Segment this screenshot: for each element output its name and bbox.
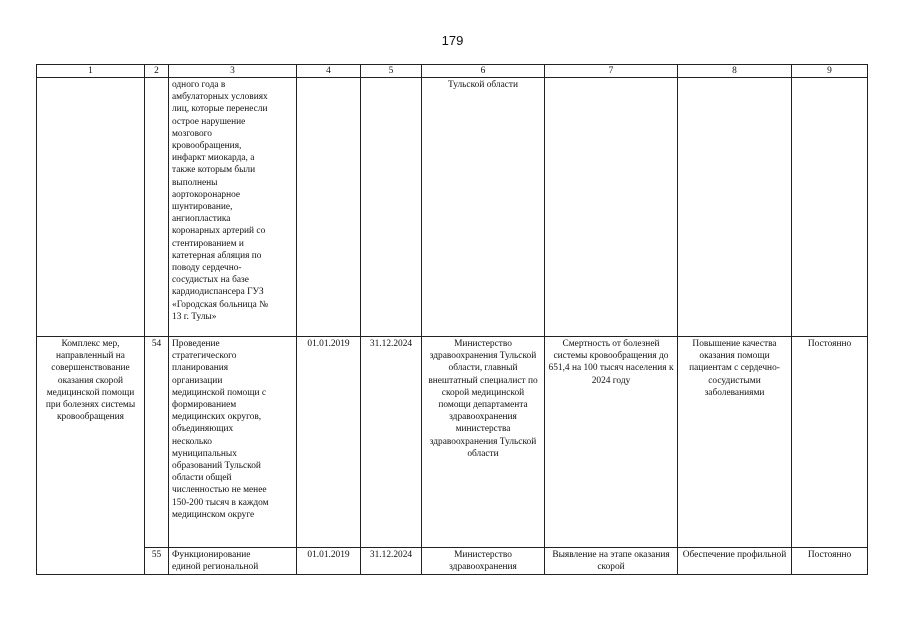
- table-cell: [361, 78, 422, 337]
- measure-group-cell: Комплекс мер, направленный на совершенствование оказания скорой медицинской помощи при болезнях системы кровообращения: [37, 337, 145, 575]
- header-cell: 1: [37, 65, 145, 78]
- header-cell: 4: [297, 65, 361, 78]
- frequency-cell: Постоянно: [792, 337, 868, 548]
- result-cell: Повышение качества оказания помощи пациентам с сердечно-сосудистыми заболеваниями: [678, 337, 792, 548]
- header-cell: 5: [361, 65, 422, 78]
- row-number: 55: [145, 548, 169, 575]
- responsible-cell: Министерство здравоохранения Тульской области, главный внештатный специалист по скорой медицинской помощи департамента здравоохранения министерства здравоохранения Тульской области: [422, 337, 545, 548]
- header-cell: 3: [169, 65, 297, 78]
- end-date: 31.12.2024: [361, 548, 422, 575]
- header-cell: 7: [545, 65, 678, 78]
- row-number: 54: [145, 337, 169, 548]
- page-number: 179: [441, 33, 464, 48]
- table-cell: [545, 78, 678, 337]
- header-row: [37, 65, 868, 78]
- table-cell: [297, 78, 361, 337]
- result-cell: Обеспечение профильной: [678, 548, 792, 575]
- responsible-cell: Тульской области: [422, 78, 545, 337]
- table-cell: [678, 78, 792, 337]
- measure-description: Проведение стратегического планирования организации медицинской помощи с формированием медицинских округов, объединяющих несколько муниципальных образований Тульской области общей численностью не менее 150-200 тысяч в каждом медицинском округе: [169, 337, 297, 548]
- table-cell: [145, 78, 169, 337]
- header-cell: 2: [145, 65, 169, 78]
- header-cell: 9: [792, 65, 868, 78]
- responsible-cell: Министерство здравоохранения: [422, 548, 545, 575]
- measure-description: Функционирование единой региональной: [169, 548, 297, 575]
- indicator-cell: Смертность от болезней системы кровообращения до 651,4 на 100 тысяч населения к 2024 году: [545, 337, 678, 548]
- frequency-cell: Постоянно: [792, 548, 868, 575]
- table-row-55: [37, 548, 868, 575]
- header-cell: 8: [678, 65, 792, 78]
- start-date: 01.01.2019: [297, 548, 361, 575]
- measure-description: одного года в амбулаторных условиях лиц, которые перенесли острое нарушение мозгового кровообращения, инфаркт миокарда, а также которым были выполнены аортокоронарное шунтирование, ангиопластика коронарных артерий со стентированием и катетерная абляция по поводу сердечно- сосудистых на базе кардиодиспансера ГУЗ «Городская больница № 13 г. Тулы»: [169, 78, 297, 337]
- table-row-54: [37, 337, 868, 548]
- table-row-continuation: [37, 78, 868, 337]
- end-date: 31.12.2024: [361, 337, 422, 548]
- table-cell: [37, 78, 145, 337]
- start-date: 01.01.2019: [297, 337, 361, 548]
- plan-table: [36, 64, 868, 575]
- header-cell: 6: [422, 65, 545, 78]
- indicator-cell: Выявление на этапе оказания скорой: [545, 548, 678, 575]
- table-cell: [792, 78, 868, 337]
